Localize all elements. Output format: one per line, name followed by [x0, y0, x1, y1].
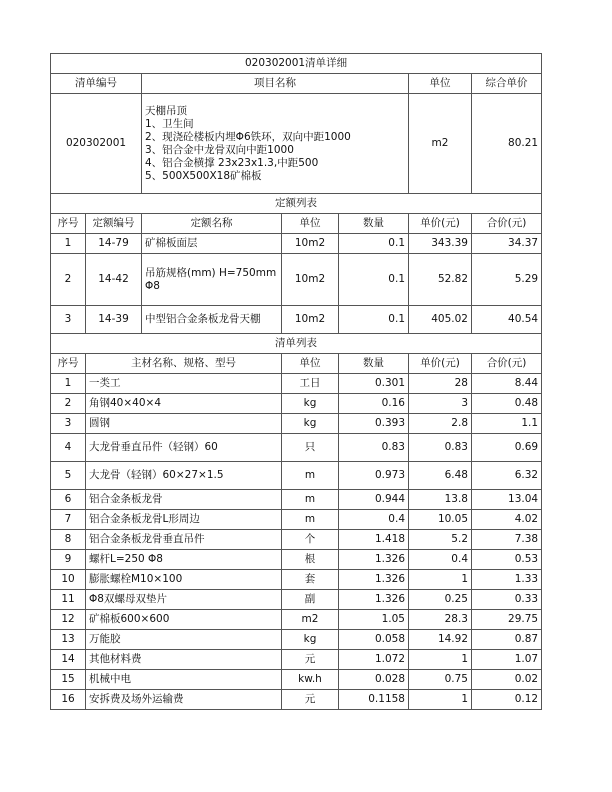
header-name: 项目名称: [142, 74, 409, 94]
item-code: 020302001: [51, 94, 142, 194]
material-name: 膨胀螺栓M10×100: [86, 570, 282, 590]
desc-line: 5、500X500X18矿棉板: [145, 169, 262, 182]
materials-header-name: 主材名称、规格、型号: [86, 354, 282, 374]
material-no: 2: [51, 394, 86, 414]
material-price: 13.8: [409, 490, 472, 510]
material-price: 2.8: [409, 414, 472, 434]
material-no: 10: [51, 570, 86, 590]
material-row: [51, 490, 542, 510]
material-unit: m: [282, 510, 339, 530]
quota-name: 矿棉板面层: [142, 234, 282, 254]
material-unit: 工日: [282, 374, 339, 394]
material-unit: m: [282, 462, 339, 490]
material-row: [51, 570, 542, 590]
item-price: 80.21: [472, 94, 542, 194]
material-price: 6.48: [409, 462, 472, 490]
quota-no: 3: [51, 306, 86, 334]
materials-header-no: 序号: [51, 354, 86, 374]
material-no: 14: [51, 650, 86, 670]
material-qty: 1.326: [339, 570, 409, 590]
material-qty: 0.16: [339, 394, 409, 414]
material-name: 角钢40×40×4: [86, 394, 282, 414]
quota-total: 34.37: [472, 234, 542, 254]
material-name: 大龙骨（轻钢）60×27×1.5: [86, 462, 282, 490]
material-unit: m2: [282, 610, 339, 630]
quota-price: 343.39: [409, 234, 472, 254]
material-no: 4: [51, 434, 86, 462]
material-row: [51, 394, 542, 414]
material-total: 8.44: [472, 374, 542, 394]
material-unit: 元: [282, 690, 339, 710]
material-row: [51, 414, 542, 434]
material-price: 28: [409, 374, 472, 394]
desc-line: 天棚吊顶: [145, 104, 187, 117]
material-no: 12: [51, 610, 86, 630]
quota-total: 5.29: [472, 254, 542, 306]
material-total: 0.48: [472, 394, 542, 414]
quota-code: 14-79: [86, 234, 142, 254]
material-name: 大龙骨垂直吊件（轻钢）60: [86, 434, 282, 462]
header-price: 综合单价: [472, 74, 542, 94]
quota-row: [51, 254, 542, 306]
material-unit: 元: [282, 650, 339, 670]
material-row: [51, 434, 542, 462]
material-qty: 0.028: [339, 670, 409, 690]
quota-header-total: 合价(元): [472, 214, 542, 234]
desc-line: 4、铝合金横撑 23x23x1.3,中距500: [145, 156, 319, 169]
material-price: 1: [409, 570, 472, 590]
material-qty: 0.301: [339, 374, 409, 394]
material-price: 5.2: [409, 530, 472, 550]
quota-code: 14-42: [86, 254, 142, 306]
material-qty: 1.418: [339, 530, 409, 550]
material-qty: 0.1158: [339, 690, 409, 710]
quota-no: 1: [51, 234, 86, 254]
material-row: [51, 650, 542, 670]
material-no: 6: [51, 490, 86, 510]
material-row: [51, 690, 542, 710]
material-no: 7: [51, 510, 86, 530]
materials-header-total: 合价(元): [472, 354, 542, 374]
material-total: 29.75: [472, 610, 542, 630]
desc-line: 3、铝合金中龙骨双向中距1000: [145, 143, 294, 156]
material-no: 16: [51, 690, 86, 710]
material-unit: kw.h: [282, 670, 339, 690]
quota-header-no: 序号: [51, 214, 86, 234]
material-name: 万能胶: [86, 630, 282, 650]
material-name: 机械中电: [86, 670, 282, 690]
item-description: [142, 94, 409, 194]
material-total: 0.12: [472, 690, 542, 710]
material-no: 8: [51, 530, 86, 550]
material-qty: 1.05: [339, 610, 409, 630]
material-qty: 0.4: [339, 510, 409, 530]
quota-qty: 0.1: [339, 254, 409, 306]
material-qty: 1.326: [339, 590, 409, 610]
material-no: 3: [51, 414, 86, 434]
material-name: 其他材料费: [86, 650, 282, 670]
material-total: 1.1: [472, 414, 542, 434]
materials-header-qty: 数量: [339, 354, 409, 374]
material-row: [51, 374, 542, 394]
material-price: 3: [409, 394, 472, 414]
material-price: 14.92: [409, 630, 472, 650]
material-unit: kg: [282, 394, 339, 414]
quota-name: 中型铝合金条板龙骨天棚: [142, 306, 282, 334]
material-name: 螺杆L=250 Φ8: [86, 550, 282, 570]
bill-detail-table: [50, 53, 542, 710]
material-unit: 个: [282, 530, 339, 550]
material-unit: 只: [282, 434, 339, 462]
quota-code: 14-39: [86, 306, 142, 334]
quota-unit: 10m2: [282, 254, 339, 306]
material-price: 1: [409, 690, 472, 710]
material-price: 0.25: [409, 590, 472, 610]
quota-section-title: 定额列表: [51, 194, 542, 214]
material-unit: 根: [282, 550, 339, 570]
desc-line: 2、现浇砼楼板内埋Φ6铁环，双向中距1000: [145, 130, 351, 143]
material-no: 5: [51, 462, 86, 490]
material-unit: 套: [282, 570, 339, 590]
material-qty: 0.973: [339, 462, 409, 490]
table-title: 020302001清单详细: [51, 54, 542, 74]
material-no: 11: [51, 590, 86, 610]
material-total: 0.33: [472, 590, 542, 610]
materials-section-title: 清单列表: [51, 334, 542, 354]
material-total: 0.69: [472, 434, 542, 462]
quota-no: 2: [51, 254, 86, 306]
material-total: 4.02: [472, 510, 542, 530]
material-total: 0.53: [472, 550, 542, 570]
material-name: 安拆费及场外运输费: [86, 690, 282, 710]
quota-header-price: 单价(元): [409, 214, 472, 234]
quota-header-qty: 数量: [339, 214, 409, 234]
materials-header-price: 单价(元): [409, 354, 472, 374]
material-price: 10.05: [409, 510, 472, 530]
material-unit: kg: [282, 414, 339, 434]
material-qty: 0.393: [339, 414, 409, 434]
quota-unit: 10m2: [282, 306, 339, 334]
header-code: 清单编号: [51, 74, 142, 94]
material-no: 1: [51, 374, 86, 394]
material-total: 1.07: [472, 650, 542, 670]
material-qty: 0.944: [339, 490, 409, 510]
material-price: 1: [409, 650, 472, 670]
quota-header-unit: 单位: [282, 214, 339, 234]
material-no: 13: [51, 630, 86, 650]
material-row: [51, 630, 542, 650]
material-qty: 1.326: [339, 550, 409, 570]
material-row: [51, 670, 542, 690]
material-row: [51, 530, 542, 550]
material-row: [51, 510, 542, 530]
material-name: 矿棉板600×600: [86, 610, 282, 630]
material-no: 15: [51, 670, 86, 690]
quota-header-code: 定额编号: [86, 214, 142, 234]
material-total: 13.04: [472, 490, 542, 510]
material-unit: kg: [282, 630, 339, 650]
material-total: 1.33: [472, 570, 542, 590]
quota-row: [51, 306, 542, 334]
material-name: 铝合金条板龙骨垂直吊件: [86, 530, 282, 550]
quota-row: [51, 234, 542, 254]
material-price: 0.75: [409, 670, 472, 690]
material-price: 28.3: [409, 610, 472, 630]
material-row: [51, 590, 542, 610]
material-name: 圆钢: [86, 414, 282, 434]
material-name: 铝合金条板龙骨: [86, 490, 282, 510]
quota-name: 吊筋规格(mm) H=750mm Φ8: [142, 254, 282, 306]
material-price: 0.83: [409, 434, 472, 462]
material-total: 0.02: [472, 670, 542, 690]
material-row: [51, 462, 542, 490]
header-unit: 单位: [409, 74, 472, 94]
material-name: 一类工: [86, 374, 282, 394]
quota-unit: 10m2: [282, 234, 339, 254]
material-qty: 1.072: [339, 650, 409, 670]
quota-header-name: 定额名称: [142, 214, 282, 234]
materials-header-unit: 单位: [282, 354, 339, 374]
material-total: 0.87: [472, 630, 542, 650]
desc-line: 1、卫生间: [145, 117, 194, 130]
material-qty: 0.058: [339, 630, 409, 650]
quota-price: 52.82: [409, 254, 472, 306]
material-qty: 0.83: [339, 434, 409, 462]
quota-qty: 0.1: [339, 234, 409, 254]
material-row: [51, 610, 542, 630]
quota-price: 405.02: [409, 306, 472, 334]
item-unit: m2: [409, 94, 472, 194]
material-name: 铝合金条板龙骨L形周边: [86, 510, 282, 530]
material-unit: 副: [282, 590, 339, 610]
material-name: Φ8双螺母双垫片: [86, 590, 282, 610]
quota-qty: 0.1: [339, 306, 409, 334]
material-row: [51, 550, 542, 570]
material-total: 7.38: [472, 530, 542, 550]
material-total: 6.32: [472, 462, 542, 490]
material-price: 0.4: [409, 550, 472, 570]
material-no: 9: [51, 550, 86, 570]
quota-total: 40.54: [472, 306, 542, 334]
material-unit: m: [282, 490, 339, 510]
